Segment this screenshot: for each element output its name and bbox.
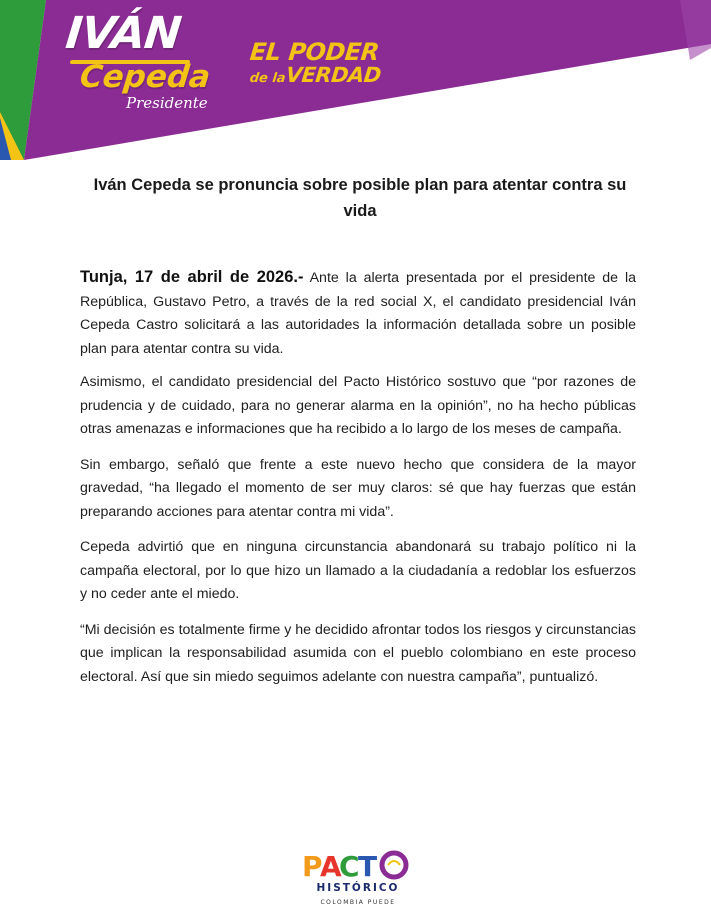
svg-text:C: C	[339, 850, 360, 883]
paragraph-2: Asimismo, el candidato presidencial del Pacto Histórico sostuvo que “por razones de prudencia y de cuidado, para no generar alarma en la opinión”, no ha hecho públicas otras amenazas e informaciones que ha recibido a lo largo de los meses de campaña.	[80, 374, 636, 437]
paragraph-1	[80, 266, 636, 361]
press-release-body	[80, 266, 636, 701]
press-release-title: Iván Cepeda se pronuncia sobre posible plan para atentar contra su vida	[93, 176, 627, 220]
svg-text:A: A	[320, 850, 342, 883]
candidate-last-name-logo: Cepeda	[78, 59, 213, 95]
slogan-line-2	[249, 65, 382, 86]
paragraph-4: Cepeda advirtió que en ninguna circunstancia abandonará su trabajo político ni la campaña electoral, por lo que hizo un llamado a la ciudadanía a redoblar los esfuerzos y no ceder ante el miedo.	[80, 539, 636, 602]
candidate-role-logo: Presidente	[126, 94, 208, 112]
dateline: Tunja, 17 de abril de 2026.-	[80, 268, 304, 286]
candidate-first-name-logo: IVÁN	[63, 8, 184, 59]
pacto-historico-logo	[300, 846, 416, 910]
paragraph-3: Sin embargo, señaló que frente a este nuevo hecho que considera de la mayor gravedad, “ha llegado el momento de ser muy claros: sé que hay fuerzas que están preparando acciones para atentar contra mi vida”.	[80, 456, 636, 520]
svg-text:T: T	[358, 850, 378, 883]
logo-word-2: HISTÓRICO	[316, 882, 400, 894]
slogan-prefix: de la	[248, 71, 287, 86]
paragraph-1-text: Ante la alerta presentada por el presidente de la República, Gustavo Petro, a través de la red social X, el candidato presidencial Iván Cepeda Castro solicitará a las autoridades la información detallada sobre un posible plan para atentar contra su vida.	[80, 270, 636, 357]
slogan-word: VERDAD	[284, 63, 383, 87]
paragraph-5: “Mi decisión es totalmente firme y he decidido afrontar todos los riesgos y circunstancias que implican la responsabilidad asumida con el pueblo colombiano en este proceso electoral. Así que sin miedo seguimos adelante con nuestra campaña”, puntualizó.	[80, 621, 636, 685]
slogan-line-1: EL PODER	[248, 38, 381, 66]
svg-text:P: P	[302, 850, 323, 883]
logo-tagline: COLOMBIA PUEDE	[320, 899, 396, 906]
